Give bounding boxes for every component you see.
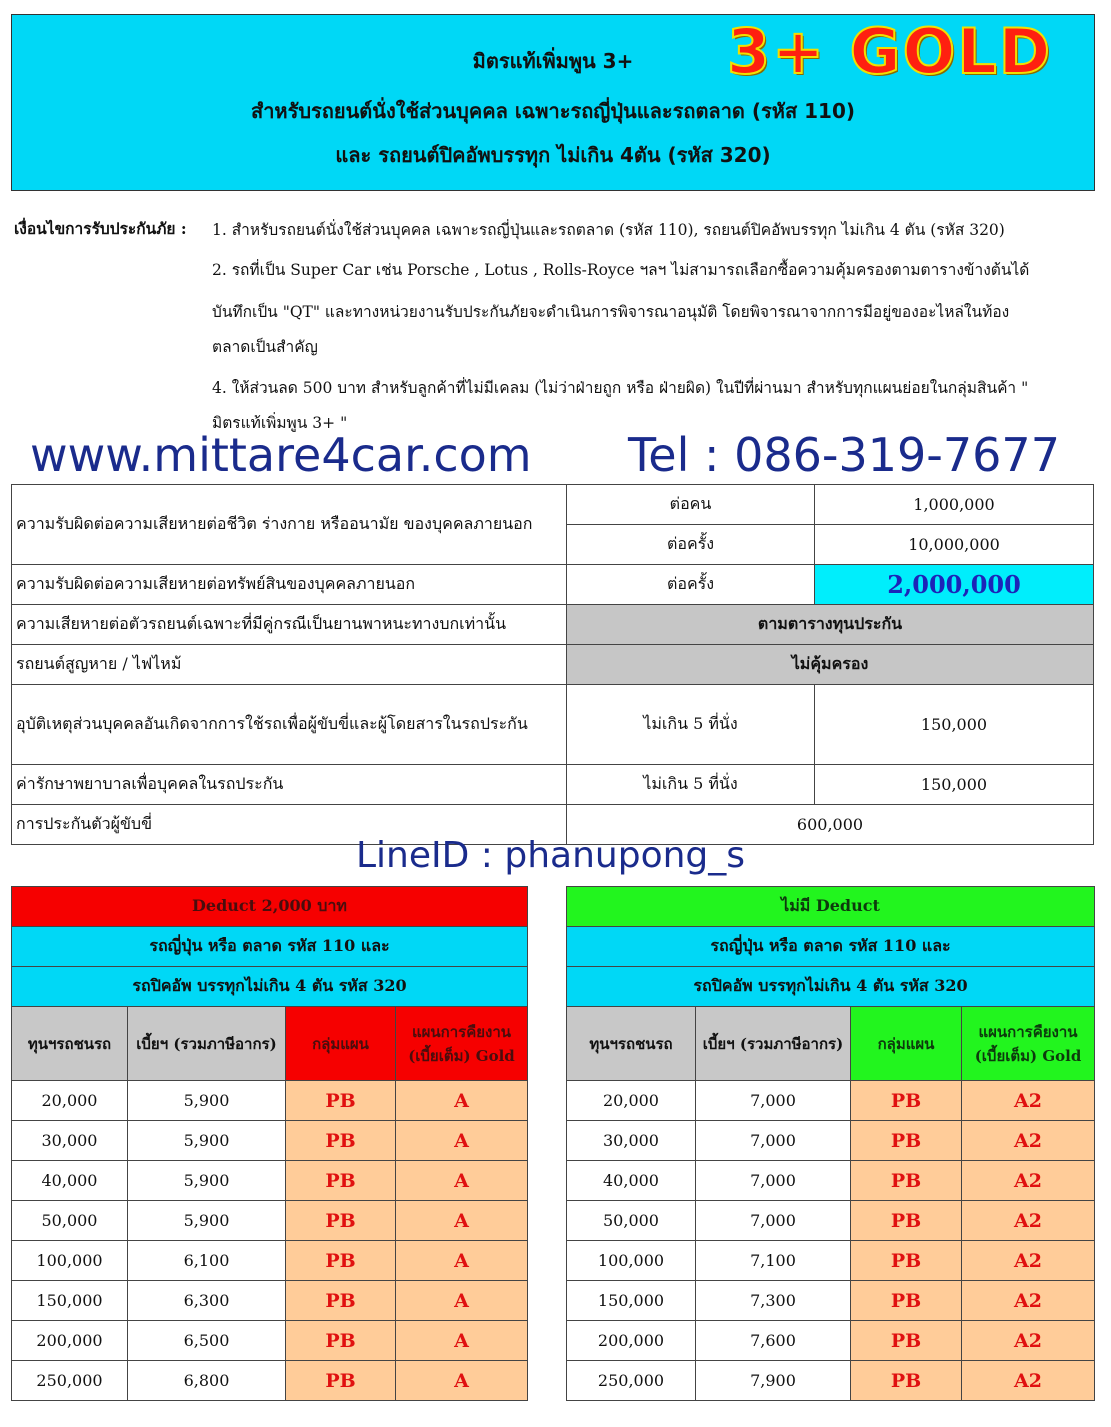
- property-unit: ต่อครั้ง: [567, 565, 815, 605]
- own-damage-label: ความเสียหายต่อตัวรถยนต์เฉพาะที่มีคู่กรณีเป็นยานพาหนะทางบกเท่านั้น: [12, 605, 567, 645]
- condition-line-3: บันทึกเป็น "QT" และทางหน่วยงานรับประกันภัยจะดำเนินการพิจารณาอนุมัติ โดยพิจารณาจากการมีอยู่ของอะไหล่ในท้อง: [212, 303, 1010, 321]
- premium-cell: 7,100: [696, 1241, 851, 1281]
- condition-line-1: 1. สำหรับรถยนต์นั่งใช้ส่วนบุคคล เฉพาะรถญี่ปุ่นและรถตลาด (รหัส 110), รถยนต์ปิคอัพบรรทุก ไม่เกิน 4 ตัน (รหัส 320): [212, 221, 1005, 239]
- sum-insured-cell: 40,000: [12, 1161, 128, 1201]
- col-header-plan-line-1: แผนการคืยงาน: [411, 1022, 512, 1041]
- line-id: LineID : phanupong_s: [356, 835, 746, 876]
- table-row: [567, 1201, 1095, 1241]
- col-header-plan-line-1: แผนการคืยงาน: [978, 1022, 1078, 1041]
- table-row: [567, 1241, 1095, 1281]
- plan-cell: A2: [962, 1321, 1095, 1361]
- plan-group-cell: PB: [286, 1281, 396, 1321]
- table-row: [567, 1361, 1095, 1401]
- coverage-table: [11, 484, 1094, 845]
- condition-line-2: 2. รถที่เป็น Super Car เช่น Porsche , Lotus , Rolls-Royce ฯลฯ ไม่สามารถเลือกซื้อความคุ้มครองตามตารางข้างต้นได้: [212, 261, 1030, 279]
- plan-group-cell: PB: [286, 1161, 396, 1201]
- conditions-label: เงื่อนไขการรับประกันภัย :: [14, 219, 187, 238]
- sum-insured-cell: 30,000: [12, 1121, 128, 1161]
- sum-insured-cell: 150,000: [12, 1281, 128, 1321]
- medical-unit: ไม่เกิน 5 ที่นั่ง: [567, 765, 815, 805]
- table-row: [12, 1241, 528, 1281]
- col-header-plan-line-2: (เบี้ยเต็ม) Gold: [408, 1046, 515, 1065]
- table-row: [12, 1321, 528, 1361]
- personal-accident-unit: ไม่เกิน 5 ที่นั่ง: [567, 685, 815, 765]
- sum-insured-cell: 50,000: [12, 1201, 128, 1241]
- premium-cell: 7,000: [696, 1121, 851, 1161]
- plan-cell: A: [396, 1241, 528, 1281]
- per-time-label: ต่อครั้ง: [567, 525, 815, 565]
- personal-accident-label: อุบัติเหตุส่วนบุคคลอันเกิดจากการใช้รถเพื่อผู้ขับขี่และผู้โดยสารในรถประกัน: [12, 685, 567, 765]
- premium-cell: 5,900: [128, 1081, 286, 1121]
- life-liability-label: ความรับผิดต่อความเสียหายต่อชีวิต ร่างกาย หรืออนามัย ของบุคคลภายนอก: [12, 485, 567, 565]
- table-subtitle-2: รถปิคอัพ บรรทุกไม่เกิน 4 ตัน รหัส 320: [12, 967, 528, 1007]
- theft-fire-value: ไม่คุ้มครอง: [567, 645, 1094, 685]
- medical-value: 150,000: [815, 765, 1094, 805]
- header-banner: [11, 14, 1095, 191]
- plan-cell: A: [396, 1281, 528, 1321]
- plan-group-cell: PB: [286, 1321, 396, 1361]
- table-subtitle-2: รถปิคอัพ บรรทุกไม่เกิน 4 ตัน รหัส 320: [567, 967, 1095, 1007]
- plan-group-cell: PB: [851, 1361, 962, 1401]
- theft-fire-label: รถยนต์สูญหาย / ไฟไหม้: [12, 645, 567, 685]
- coverage-row: [12, 765, 1094, 805]
- banner-title: มิตรแท้เพิ่มพูน 3+: [472, 49, 634, 73]
- per-person-label: ต่อคน: [567, 485, 815, 525]
- table-row: [12, 1361, 528, 1401]
- plan-cell: A: [396, 1161, 528, 1201]
- table-row: [567, 1121, 1095, 1161]
- plan-group-cell: PB: [851, 1241, 962, 1281]
- table-title: ไม่มี Deduct: [567, 887, 1095, 927]
- condition-line-4: 4. ให้ส่วนลด 500 บาท สำหรับลูกค้าที่ไม่มีเคลม (ไม่ว่าฝ่ายถูก หรือ ฝ่ายผิด) ในปีที่ผ่านมา สำหรับทุกแผนย่อยในกลุ่มสินค้า ": [212, 379, 1029, 397]
- plan-group-cell: PB: [851, 1121, 962, 1161]
- telephone-number: Tel : 086-319-7677: [628, 428, 1060, 482]
- per-time-value: 10,000,000: [815, 525, 1094, 565]
- coverage-row: [12, 565, 1094, 605]
- premium-cell: 7,600: [696, 1321, 851, 1361]
- plan-group-cell: PB: [851, 1281, 962, 1321]
- sum-insured-cell: 40,000: [567, 1161, 696, 1201]
- table-row: [12, 1201, 528, 1241]
- coverage-row: [12, 605, 1094, 645]
- table-row: [567, 1081, 1095, 1121]
- premium-cell: 7,300: [696, 1281, 851, 1321]
- table-row: [12, 1161, 528, 1201]
- plan-group-cell: PB: [286, 1121, 396, 1161]
- table-title: Deduct 2,000 บาท: [12, 887, 528, 927]
- table-row: [12, 1281, 528, 1321]
- plan-group-cell: PB: [851, 1201, 962, 1241]
- plan-cell: A2: [962, 1081, 1095, 1121]
- plan-cell: A2: [962, 1281, 1095, 1321]
- premium-cell: 6,300: [128, 1281, 286, 1321]
- plan-cell: A2: [962, 1201, 1095, 1241]
- plan-cell: A2: [962, 1241, 1095, 1281]
- plan-group-cell: PB: [286, 1241, 396, 1281]
- sum-insured-cell: 20,000: [12, 1081, 128, 1121]
- table-subtitle-1: รถญี่ปุ่น หรือ ตลาด รหัส 110 และ: [12, 927, 528, 967]
- medical-label: ค่ารักษาพยาบาลเพื่อบุคคลในรถประกัน: [12, 765, 567, 805]
- sum-insured-cell: 50,000: [567, 1201, 696, 1241]
- premium-cell: 7,900: [696, 1361, 851, 1401]
- premium-table-deduct: [11, 886, 528, 1401]
- premium-cell: 7,000: [696, 1081, 851, 1121]
- sum-insured-cell: 30,000: [567, 1121, 696, 1161]
- col-header-plan: [396, 1007, 528, 1081]
- property-value: 2,000,000: [815, 565, 1094, 605]
- premium-cell: 6,500: [128, 1321, 286, 1361]
- plan-cell: A: [396, 1361, 528, 1401]
- sum-insured-cell: 100,000: [567, 1241, 696, 1281]
- table-subtitle-1: รถญี่ปุ่น หรือ ตลาด รหัส 110 และ: [567, 927, 1095, 967]
- website-link[interactable]: www.mittare4car.com: [30, 428, 532, 482]
- col-header-premium: เบี้ยฯ (รวมภาษีอากร): [696, 1007, 851, 1081]
- banner-subtitle-1: สำหรับรถยนต์นั่งใช้ส่วนบุคคล เฉพาะรถญี่ปุ่นและรถตลาด (รหัส 110): [250, 99, 855, 123]
- premium-table-no-deduct: [566, 886, 1095, 1401]
- plan-cell: A: [396, 1201, 528, 1241]
- plan-group-cell: PB: [286, 1361, 396, 1401]
- property-liability-label: ความรับผิดต่อความเสียหายต่อทรัพย์สินของบุคคลภายนอก: [12, 565, 567, 605]
- col-header-premium: เบี้ยฯ (รวมภาษีอากร): [128, 1007, 286, 1081]
- plan-cell: A: [396, 1081, 528, 1121]
- col-header-plan: [962, 1007, 1095, 1081]
- banner-subtitle-2: และ รถยนต์ปิคอัพบรรทุก ไม่เกิน 4ตัน (รหัส 320): [335, 143, 771, 167]
- condition-line-4-cont: มิตรแท้เพิ่มพูน 3+ ": [212, 414, 348, 432]
- premium-cell: 6,800: [128, 1361, 286, 1401]
- col-header-plan-group: กลุ่มแผน: [286, 1007, 396, 1081]
- plan-group-cell: PB: [851, 1321, 962, 1361]
- plan-group-cell: PB: [286, 1201, 396, 1241]
- premium-cell: 5,900: [128, 1201, 286, 1241]
- plan-cell: A2: [962, 1361, 1095, 1401]
- plan-cell: A2: [962, 1161, 1095, 1201]
- plan-group-cell: PB: [286, 1081, 396, 1121]
- sum-insured-cell: 200,000: [12, 1321, 128, 1361]
- col-header-sum-insured: ทุนฯรถชนรถ: [12, 1007, 128, 1081]
- premium-cell: 5,900: [128, 1161, 286, 1201]
- plan-cell: A: [396, 1321, 528, 1361]
- table-row: [567, 1161, 1095, 1201]
- sum-insured-cell: 250,000: [12, 1361, 128, 1401]
- plan-cell: A: [396, 1121, 528, 1161]
- col-header-plan-group: กลุ่มแผน: [851, 1007, 962, 1081]
- premium-cell: 5,900: [128, 1121, 286, 1161]
- coverage-row: [12, 645, 1094, 685]
- plan-group-cell: PB: [851, 1081, 962, 1121]
- table-row: [567, 1321, 1095, 1361]
- plan-group-cell: PB: [851, 1161, 962, 1201]
- premium-cell: 7,000: [696, 1201, 851, 1241]
- plan-cell: A2: [962, 1121, 1095, 1161]
- sum-insured-cell: 150,000: [567, 1281, 696, 1321]
- gold-badge: 3+ GOLD: [727, 15, 1053, 88]
- sum-insured-cell: 250,000: [567, 1361, 696, 1401]
- premium-cell: 6,100: [128, 1241, 286, 1281]
- col-header-plan-line-2: (เบี้ยเต็ม) Gold: [974, 1046, 1082, 1065]
- sum-insured-cell: 100,000: [12, 1241, 128, 1281]
- condition-line-3-cont: ตลาดเป็นสำคัญ: [212, 338, 318, 356]
- per-person-value: 1,000,000: [815, 485, 1094, 525]
- own-damage-value: ตามตารางทุนประกัน: [567, 605, 1094, 645]
- table-row: [567, 1281, 1095, 1321]
- personal-accident-value: 150,000: [815, 685, 1094, 765]
- coverage-row: [12, 685, 1094, 765]
- col-header-sum-insured: ทุนฯรถชนรถ: [567, 1007, 696, 1081]
- table-row: [12, 1121, 528, 1161]
- sum-insured-cell: 200,000: [567, 1321, 696, 1361]
- bail-label: การประกันตัวผู้ขับขี่: [12, 805, 567, 845]
- sum-insured-cell: 20,000: [567, 1081, 696, 1121]
- table-row: [12, 1081, 528, 1121]
- coverage-row: [12, 485, 1094, 525]
- bail-value: 600,000: [567, 805, 1094, 845]
- premium-cell: 7,000: [696, 1161, 851, 1201]
